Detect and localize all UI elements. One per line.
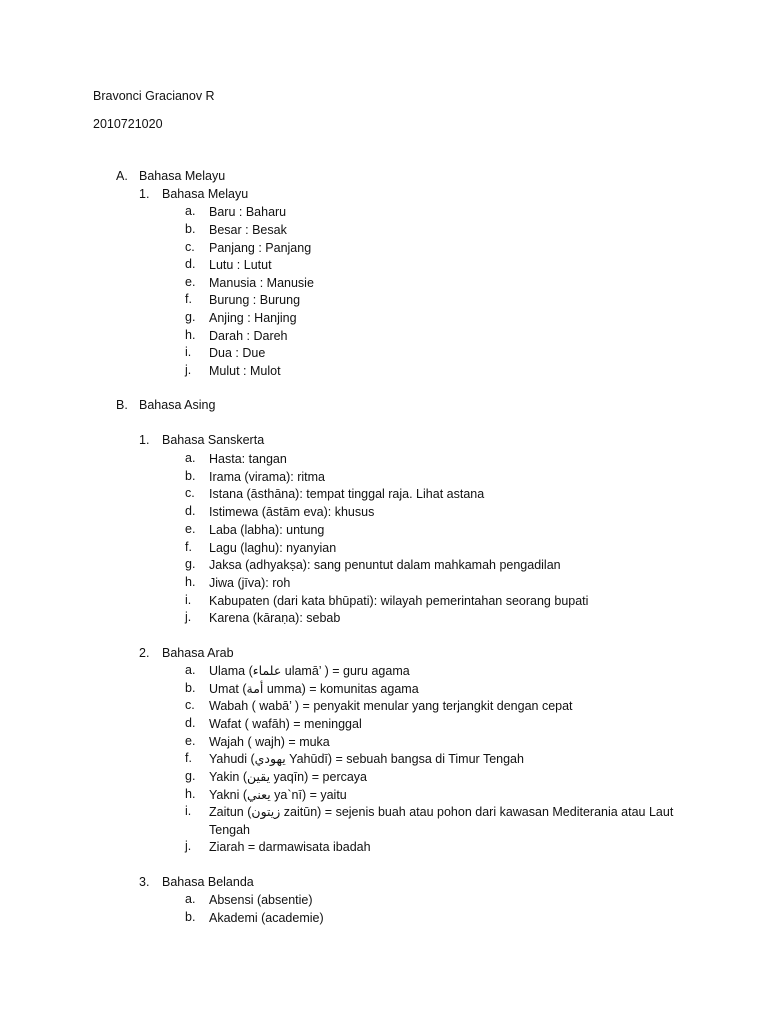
item-marker: d. bbox=[185, 716, 196, 730]
item-text: Lutu : Lutut bbox=[209, 258, 272, 272]
subsection-marker: 1. bbox=[139, 433, 150, 447]
subsection-marker: 1. bbox=[139, 187, 150, 201]
list-item bbox=[0, 363, 768, 381]
item-text: Lagu (laghu): nyanyian bbox=[209, 541, 337, 555]
item-text: Zaitun (زيتون zaitūn) = sejenis buah atau pohon dari kawasan Mediterania atau Laut Tengah bbox=[209, 805, 674, 837]
item-text: Karena (kāraṇa): sebab bbox=[209, 611, 341, 625]
list-item bbox=[0, 345, 768, 363]
item-text: Wajah ( wajh) = muka bbox=[209, 735, 330, 749]
item-text: Jaksa (adhyakṣa): sang penuntut dalam mahkamah pengadilan bbox=[209, 558, 561, 572]
list-item bbox=[0, 204, 768, 222]
list-item bbox=[0, 275, 768, 293]
item-text: Akademi (academie) bbox=[209, 911, 324, 925]
section-title: Bahasa Melayu bbox=[139, 169, 226, 183]
list-item bbox=[0, 681, 768, 699]
item-text: Yakni (يعني ya`nī) = yaitu bbox=[209, 788, 347, 802]
item-marker: a. bbox=[185, 892, 196, 906]
item-text: Laba (labha): untung bbox=[209, 523, 325, 537]
item-marker: f. bbox=[185, 751, 192, 765]
item-marker: c. bbox=[185, 240, 195, 254]
list-item bbox=[0, 540, 768, 558]
list-item bbox=[0, 328, 768, 346]
item-text: Ulama (علماء ulamā’ ) = guru agama bbox=[209, 664, 410, 678]
subsection-marker: 2. bbox=[139, 646, 150, 660]
subsection-title: Bahasa Melayu bbox=[162, 187, 249, 201]
item-text: Darah : Dareh bbox=[209, 329, 288, 343]
item-text: Baru : Baharu bbox=[209, 205, 287, 219]
subsection-title: Bahasa Belanda bbox=[162, 875, 254, 889]
item-text: Manusia : Manusie bbox=[209, 276, 314, 290]
list-item bbox=[0, 469, 768, 487]
list-item bbox=[0, 557, 768, 575]
list-item bbox=[0, 240, 768, 258]
item-marker: d. bbox=[185, 504, 196, 518]
list-item bbox=[0, 663, 768, 681]
item-marker: b. bbox=[185, 910, 196, 924]
item-marker: b. bbox=[185, 681, 196, 695]
list-item bbox=[0, 769, 768, 787]
item-marker: h. bbox=[185, 787, 196, 801]
item-marker: f. bbox=[185, 540, 192, 554]
list-item bbox=[0, 575, 768, 593]
section-marker: B. bbox=[116, 398, 128, 412]
item-marker: f. bbox=[185, 292, 192, 306]
item-marker: c. bbox=[185, 698, 195, 712]
item-text: Ziarah = darmawisata ibadah bbox=[209, 840, 371, 854]
subsection-title: Bahasa Arab bbox=[162, 646, 234, 660]
item-marker: c. bbox=[185, 486, 195, 500]
item-text: Yakin (يقين yaqīn) = percaya bbox=[209, 770, 368, 784]
list-item bbox=[0, 716, 768, 734]
list-item bbox=[0, 787, 768, 805]
item-marker: i. bbox=[185, 804, 192, 818]
list-item bbox=[0, 892, 768, 910]
item-text: Anjing : Hanjing bbox=[209, 311, 297, 325]
list-item bbox=[0, 593, 768, 611]
item-text: Besar : Besak bbox=[209, 223, 287, 237]
section-heading bbox=[0, 398, 768, 416]
item-marker: d. bbox=[185, 257, 196, 271]
item-marker: b. bbox=[185, 469, 196, 483]
list-item bbox=[0, 504, 768, 522]
list-item bbox=[0, 610, 768, 628]
item-text: Istimewa (āstām eva): khusus bbox=[209, 505, 375, 519]
list-item bbox=[0, 292, 768, 310]
item-text: Hasta: tangan bbox=[209, 452, 287, 466]
section-title: Bahasa Asing bbox=[139, 398, 216, 412]
subsection-heading bbox=[0, 433, 768, 451]
item-text: Umat (أمة umma) = komunitas agama bbox=[209, 682, 419, 696]
item-marker: g. bbox=[185, 557, 196, 571]
item-text: Kabupaten (dari kata bhūpati): wilayah pemerintahan seorang bupati bbox=[209, 594, 589, 608]
list-item bbox=[0, 310, 768, 328]
item-marker: i. bbox=[185, 593, 192, 607]
item-text: Panjang : Panjang bbox=[209, 241, 312, 255]
subsection-heading bbox=[0, 875, 768, 893]
item-marker: h. bbox=[185, 575, 196, 589]
subsection-title: Bahasa Sanskerta bbox=[162, 433, 265, 447]
item-text: Wafat ( wafāh) = meninggal bbox=[209, 717, 362, 731]
student-id: 2010721020 bbox=[93, 117, 163, 131]
item-text: Jiwa (jīva): roh bbox=[209, 576, 291, 590]
item-marker: e. bbox=[185, 522, 196, 536]
author-name: Bravonci Gracianov R bbox=[93, 89, 215, 103]
item-marker: j. bbox=[185, 610, 192, 624]
item-text: Istana (āsthāna): tempat tinggal raja. Lihat astana bbox=[209, 487, 485, 501]
item-marker: e. bbox=[185, 734, 196, 748]
list-item bbox=[0, 804, 768, 840]
item-marker: g. bbox=[185, 310, 196, 324]
item-marker: j. bbox=[185, 363, 192, 377]
item-text: Wabah ( wabā’ ) = penyakit menular yang terjangkit dengan cepat bbox=[209, 699, 573, 713]
item-marker: g. bbox=[185, 769, 196, 783]
item-text: Dua : Due bbox=[209, 346, 266, 360]
list-item bbox=[0, 734, 768, 752]
subsection-marker: 3. bbox=[139, 875, 150, 889]
list-item bbox=[0, 486, 768, 504]
list-item bbox=[0, 698, 768, 716]
item-marker: a. bbox=[185, 451, 196, 465]
item-marker: i. bbox=[185, 345, 192, 359]
item-marker: e. bbox=[185, 275, 196, 289]
item-marker: a. bbox=[185, 204, 196, 218]
item-marker: b. bbox=[185, 222, 196, 236]
list-item bbox=[0, 839, 768, 857]
list-item bbox=[0, 751, 768, 769]
item-marker: a. bbox=[185, 663, 196, 677]
subsection-heading bbox=[0, 646, 768, 664]
item-marker: j. bbox=[185, 839, 192, 853]
list-item bbox=[0, 257, 768, 275]
subsection-heading bbox=[0, 187, 768, 205]
item-marker: h. bbox=[185, 328, 196, 342]
list-item bbox=[0, 522, 768, 540]
section-marker: A. bbox=[116, 169, 128, 183]
item-text: Mulut : Mulot bbox=[209, 364, 281, 378]
list-item bbox=[0, 451, 768, 469]
item-text: Irama (virama): ritma bbox=[209, 470, 325, 484]
item-text: Burung : Burung bbox=[209, 293, 301, 307]
item-text: Yahudi (يهودي Yahūdī) = sebuah bangsa di Timur Tengah bbox=[209, 752, 524, 766]
list-item bbox=[0, 222, 768, 240]
list-item bbox=[0, 910, 768, 928]
item-text: Absensi (absentie) bbox=[209, 893, 313, 907]
section-heading bbox=[0, 169, 768, 187]
